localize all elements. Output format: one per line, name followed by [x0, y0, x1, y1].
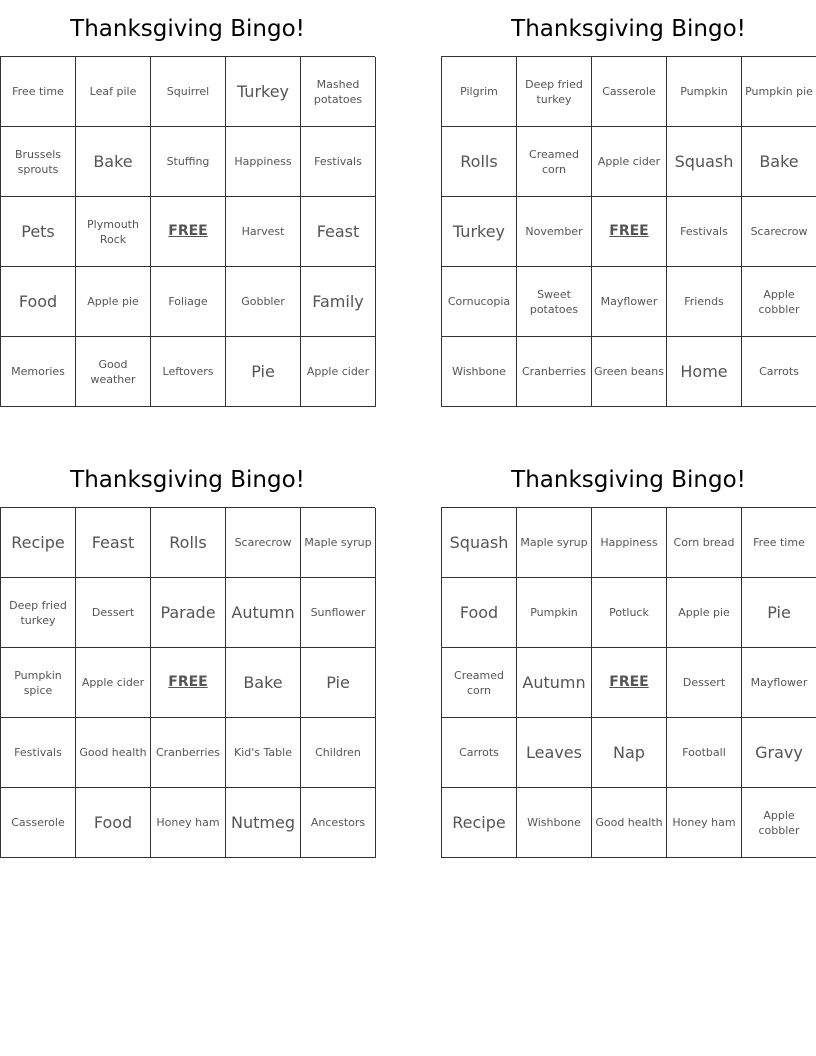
- bingo-cell[interactable]: Recipe: [442, 788, 517, 858]
- bingo-cell[interactable]: Gravy: [742, 718, 816, 788]
- bingo-cell[interactable]: Home: [667, 337, 742, 407]
- bingo-cell[interactable]: Festivals: [1, 718, 76, 788]
- bingo-cell[interactable]: Apple cider: [592, 127, 667, 197]
- bingo-cell[interactable]: Free time: [1, 57, 76, 127]
- bingo-cell[interactable]: Football: [667, 718, 742, 788]
- bingo-cell[interactable]: Pets: [1, 197, 76, 267]
- bingo-grid: [0, 507, 375, 858]
- bingo-cell[interactable]: Ancestors: [301, 788, 376, 858]
- bingo-cell[interactable]: Recipe: [1, 508, 76, 578]
- bingo-card-1: [0, 0, 375, 407]
- bingo-grid: [0, 56, 375, 407]
- bingo-cell[interactable]: Scarecrow: [226, 508, 301, 578]
- bingo-cell[interactable]: Memories: [1, 337, 76, 407]
- bingo-cell[interactable]: Parade: [151, 578, 226, 648]
- bingo-cell[interactable]: Mayflower: [742, 648, 816, 718]
- bingo-cell[interactable]: Leaves: [517, 718, 592, 788]
- bingo-cell[interactable]: Apple cider: [76, 648, 151, 718]
- bingo-cell[interactable]: Nutmeg: [226, 788, 301, 858]
- bingo-cell[interactable]: Creamed corn: [517, 127, 592, 197]
- bingo-cell[interactable]: Sunflower: [301, 578, 376, 648]
- card-title: Thanksgiving Bingo!: [70, 16, 305, 42]
- bingo-cell[interactable]: Apple cobbler: [742, 267, 816, 337]
- bingo-cell[interactable]: Bake: [742, 127, 816, 197]
- bingo-cell[interactable]: Rolls: [442, 127, 517, 197]
- bingo-cell[interactable]: Dessert: [76, 578, 151, 648]
- bingo-cell[interactable]: Cranberries: [151, 718, 226, 788]
- bingo-cell[interactable]: Leaf pile: [76, 57, 151, 127]
- bingo-cell[interactable]: Carrots: [442, 718, 517, 788]
- bingo-cell[interactable]: Foliage: [151, 267, 226, 337]
- bingo-cell[interactable]: Family: [301, 267, 376, 337]
- bingo-cell[interactable]: Pilgrim: [442, 57, 517, 127]
- bingo-cell[interactable]: Children: [301, 718, 376, 788]
- bingo-cell[interactable]: Feast: [301, 197, 376, 267]
- bingo-card-3: [0, 451, 375, 858]
- bingo-cell[interactable]: Cranberries: [517, 337, 592, 407]
- card-title: Thanksgiving Bingo!: [70, 467, 305, 493]
- bingo-cell[interactable]: Apple cider: [301, 337, 376, 407]
- bingo-cell[interactable]: Wishbone: [442, 337, 517, 407]
- bingo-cell[interactable]: Apple cobbler: [742, 788, 816, 858]
- bingo-cell[interactable]: Carrots: [742, 337, 816, 407]
- bingo-cell[interactable]: Mashed potatoes: [301, 57, 376, 127]
- bingo-cell[interactable]: Honey ham: [151, 788, 226, 858]
- bingo-cell[interactable]: Friends: [667, 267, 742, 337]
- bingo-cell[interactable]: Sweet potatoes: [517, 267, 592, 337]
- bingo-cell[interactable]: Bake: [76, 127, 151, 197]
- bingo-cell[interactable]: Pie: [301, 648, 376, 718]
- bingo-card-2: [441, 0, 816, 407]
- bingo-cell[interactable]: Happiness: [226, 127, 301, 197]
- free-space-cell[interactable]: FREE: [151, 648, 226, 718]
- bingo-cell[interactable]: Turkey: [442, 197, 517, 267]
- bingo-cell[interactable]: Squash: [667, 127, 742, 197]
- bingo-cell[interactable]: Pie: [226, 337, 301, 407]
- bingo-cell[interactable]: Pumpkin spice: [1, 648, 76, 718]
- bingo-cell[interactable]: Autumn: [226, 578, 301, 648]
- card-title: Thanksgiving Bingo!: [511, 467, 746, 493]
- bingo-cell[interactable]: Maple syrup: [517, 508, 592, 578]
- bingo-cell[interactable]: Festivals: [301, 127, 376, 197]
- bingo-cell[interactable]: Maple syrup: [301, 508, 376, 578]
- bingo-cell[interactable]: Pumpkin: [517, 578, 592, 648]
- bingo-cell[interactable]: Pumpkin: [667, 57, 742, 127]
- bingo-grid: [441, 56, 816, 407]
- bingo-cell[interactable]: Apple pie: [76, 267, 151, 337]
- bingo-cell[interactable]: Turkey: [226, 57, 301, 127]
- bingo-cell[interactable]: Casserole: [1, 788, 76, 858]
- bingo-cell[interactable]: November: [517, 197, 592, 267]
- free-space-cell[interactable]: FREE: [151, 197, 226, 267]
- bingo-cell[interactable]: Cornucopia: [442, 267, 517, 337]
- free-space-cell[interactable]: FREE: [592, 648, 667, 718]
- bingo-cell[interactable]: Wishbone: [517, 788, 592, 858]
- bingo-cell[interactable]: Creamed corn: [442, 648, 517, 718]
- bingo-cell[interactable]: Brussels sprouts: [1, 127, 76, 197]
- bingo-cell[interactable]: Scarecrow: [742, 197, 816, 267]
- bingo-cell[interactable]: Autumn: [517, 648, 592, 718]
- bingo-cell[interactable]: Nap: [592, 718, 667, 788]
- bingo-cell[interactable]: Potluck: [592, 578, 667, 648]
- bingo-cell[interactable]: Squirrel: [151, 57, 226, 127]
- bingo-cell[interactable]: Free time: [742, 508, 816, 578]
- card-title: Thanksgiving Bingo!: [511, 16, 746, 42]
- bingo-cell[interactable]: Honey ham: [667, 788, 742, 858]
- bingo-cell[interactable]: Food: [442, 578, 517, 648]
- bingo-cell[interactable]: Deep fried turkey: [1, 578, 76, 648]
- bingo-cell[interactable]: Deep fried turkey: [517, 57, 592, 127]
- bingo-cell[interactable]: Squash: [442, 508, 517, 578]
- bingo-cell[interactable]: Food: [76, 788, 151, 858]
- bingo-cell[interactable]: Pie: [742, 578, 816, 648]
- bingo-cell[interactable]: Food: [1, 267, 76, 337]
- bingo-cell[interactable]: Mayflower: [592, 267, 667, 337]
- free-space-cell[interactable]: FREE: [592, 197, 667, 267]
- bingo-grid: [441, 507, 816, 858]
- bingo-cell[interactable]: Good weather: [76, 337, 151, 407]
- bingo-cell[interactable]: Happiness: [592, 508, 667, 578]
- bingo-cell[interactable]: Good health: [592, 788, 667, 858]
- bingo-cell[interactable]: Bake: [226, 648, 301, 718]
- bingo-cell[interactable]: Pumpkin pie: [742, 57, 816, 127]
- bingo-cell[interactable]: Rolls: [151, 508, 226, 578]
- bingo-cell[interactable]: Apple pie: [667, 578, 742, 648]
- bingo-card-4: [441, 451, 816, 858]
- bingo-cell[interactable]: Casserole: [592, 57, 667, 127]
- bingo-cell[interactable]: Stuffing: [151, 127, 226, 197]
- bingo-cell[interactable]: Dessert: [667, 648, 742, 718]
- bingo-cell[interactable]: Harvest: [226, 197, 301, 267]
- bingo-cell[interactable]: Corn bread: [667, 508, 742, 578]
- bingo-cell[interactable]: Leftovers: [151, 337, 226, 407]
- bingo-cell[interactable]: Kid's Table: [226, 718, 301, 788]
- bingo-cell[interactable]: Good health: [76, 718, 151, 788]
- bingo-cell[interactable]: Plymouth Rock: [76, 197, 151, 267]
- bingo-cell[interactable]: Feast: [76, 508, 151, 578]
- bingo-cell[interactable]: Gobbler: [226, 267, 301, 337]
- bingo-cell[interactable]: Green beans: [592, 337, 667, 407]
- bingo-cell[interactable]: Festivals: [667, 197, 742, 267]
